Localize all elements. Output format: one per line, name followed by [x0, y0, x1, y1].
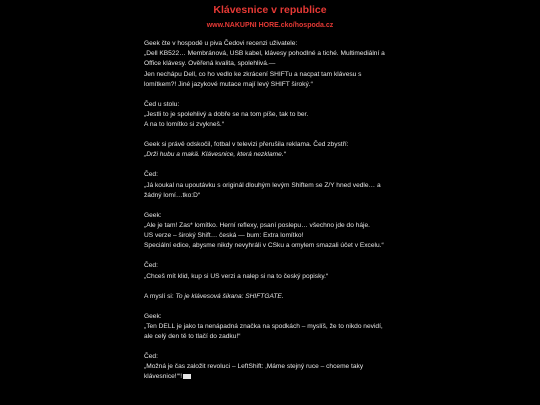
text-line: Office klávesy. Ověřená kvalita, spolehlivá.— [144, 60, 276, 68]
paragraph-advert [144, 140, 404, 160]
text-line: A na to lomítko si zvykneš.“ [144, 121, 224, 129]
text-line: Geek si právě odskočil, fotbal v televizi přerušila reklama. Čed zbystří: [144, 141, 349, 149]
text-line: „Ale je tam! Zas* lomítko. Herní reflexy, psaní poslepu… všechno jde do háje. [144, 222, 371, 230]
advert-slogan: „Drži hubu a makä. Klávesnice, která nezklame.“ [144, 151, 286, 159]
speaker-label: Čed u stolu: [144, 100, 180, 108]
speaker-label: Čed: [144, 171, 158, 179]
speaker-label: Geek: [144, 211, 162, 219]
paragraph-ced-2 [144, 261, 404, 281]
text-line: „Já koukal na upoutávku s originál dlouhým levým Shiftem se Z/Y hned vedle… a [144, 181, 381, 189]
paragraph-review [144, 39, 404, 90]
speaker-label: Čed: [144, 353, 158, 361]
paragraph-ced-table [144, 100, 404, 131]
text-line: žádný lomí…tko:D“ [144, 191, 201, 199]
thought-italic: To je klávesová šikana: SHIFTGATE. [175, 292, 284, 300]
text-line-last [144, 372, 404, 382]
speaker-label: Čed: [144, 262, 158, 270]
text-line: „Ten DELL je jako ta nenápadná značka na spodkách – myslíš, že to nikdo nevidí, [144, 322, 383, 330]
text-line: Speciální edice, abysme nikdy nevyhráli v CSku a omylem smazali účet v Excelu.“ [144, 242, 384, 250]
paragraph-geek-1 [144, 211, 404, 252]
text-line: US verze – široký Shift… česká — bum: Extra lomítko! [144, 232, 304, 240]
paragraph-thought [144, 292, 404, 302]
text-line: „Jestli to je spolehlivý a dobře se na tom píše, tak to ber. [144, 111, 309, 119]
thought-line [144, 292, 404, 302]
page-title: Klávesnice v republice [213, 4, 327, 16]
thought-prefix: A myslí si: [144, 292, 176, 300]
paragraph-geek-2 [144, 312, 404, 343]
text-line: „Chceš mít klid, kup si US verzi a nalep si na to český popisky.“ [144, 272, 329, 280]
text-line: „Možná je čas založit revoluci – LeftShift: ‚Máme stejný ruce – chceme taky [144, 363, 364, 371]
text-line: Jen nechápu Dell, co ho vedlo ke zkrácení SHIFTu a nacpat tam klávesu s [144, 70, 362, 78]
site-link[interactable]: www.NAKUPNI HORE.cko/hospoda.cz [206, 22, 334, 29]
story-content [144, 39, 404, 392]
text-line: ale celý den tě to tlačí do zadku!“ [144, 333, 241, 341]
paragraph-ced-3 [144, 352, 404, 383]
text-cursor-icon [183, 374, 191, 379]
paragraph-ced-1 [144, 170, 404, 201]
text-line: lomítkem?! Jiné jazykové mutace mají levý SHIFT široký.“ [144, 80, 313, 88]
text-line: „Dell KB522… Membránová, USB kabel, klávesy pohodlné a tiché. Multimediální a [144, 50, 385, 58]
text-line: Geek čte v hospodě u piva Čedovi recenzi uživatele: [144, 40, 298, 47]
speaker-label: Geek: [144, 312, 162, 320]
text-line: klávesnice!‘“! [144, 373, 183, 381]
